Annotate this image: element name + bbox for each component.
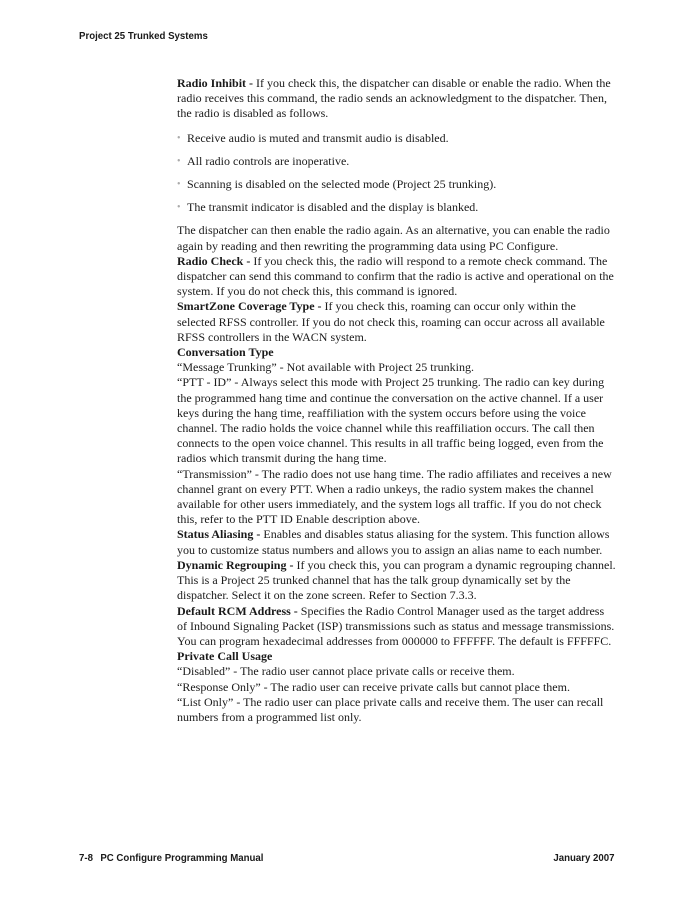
default-rcm-text: Specifies the Radio Control Manager used as the target address of Inbound Signaling Packet (ISP) transmissions such as status and message transmissions. You can program hexadecimal addresses from 000000 to FFFFFF. The default is FFFFFC.: [177, 603, 615, 648]
default-rcm-term: Default RCM Address -: [177, 603, 301, 618]
bullet-item: • Scanning is disabled on the selected mode (Project 25 trunking).: [177, 177, 497, 192]
radio-inhibit-term: Radio Inhibit -: [177, 76, 257, 90]
radio-inhibit-followup: The dispatcher can then enable the radio again. As an alternative, you can enable the radio again by reading and then rewriting the programming data using PC Configure.: [177, 223, 610, 253]
bullet-icon: •: [177, 132, 181, 144]
status-aliasing-paragraph: [177, 527, 617, 557]
private-call-heading: Private Call Usage: [177, 649, 273, 664]
bullet-icon: •: [177, 155, 181, 167]
smartzone-paragraph: [177, 299, 617, 345]
status-aliasing-term: Status Aliasing -: [177, 527, 264, 542]
private-call-option: “Disabled” - The radio user cannot place private calls or receive them.: [177, 664, 515, 679]
default-rcm-paragraph: [177, 604, 617, 650]
bullet-icon: •: [177, 179, 181, 191]
bullet-item: • The transmit indicator is disabled and the display is blanked.: [177, 200, 479, 215]
conversation-type-option: “PTT - ID” - Always select this mode with Project 25 trunking. The radio can key during the programmed hang time and continue the conversation on the active channel. If a user keys during the hang time, reaffiliation with the system occurs before using the voice channel. The radio holds the voice channel while this reaffiliation occurs. The call then connects to the open voice channel. This results in all traffic being logged, even from the radios which transmit during the hang time.: [177, 375, 605, 466]
running-header: Project 25 Trunked Systems: [79, 30, 208, 42]
radio-inhibit-bullet-list: [177, 131, 617, 216]
bullet-icon: •: [177, 202, 181, 214]
radio-check-text: If you check this, the radio will respond to a remote check command. The dispatcher can send this command to confirm that the radio is active and operational on the system. If you do not check this, this command is ignored.: [177, 253, 614, 299]
conversation-type-heading: Conversation Type: [177, 345, 274, 360]
smartzone-text: If you check this, roaming can occur only within the selected RFSS controller. If you do not check this, roaming can occur across all available RFSS controllers in the WACN system.: [177, 299, 605, 344]
conversation-type-option: “Message Trunking” - Not available with Project 25 trunking.: [177, 360, 474, 375]
radio-check-term: Radio Check -: [177, 253, 254, 268]
status-aliasing-text: Enables and disables status aliasing for the system. This function allows you to customize status numbers and allows you to assign an alias name to each number.: [177, 527, 610, 557]
dynamic-regrouping-paragraph: [177, 558, 617, 604]
smartzone-term: SmartZone Coverage Type -: [177, 299, 325, 314]
page-body: [177, 76, 617, 725]
dynamic-regrouping-term: Dynamic Regrouping -: [177, 557, 297, 572]
bullet-item: • All radio controls are inoperative.: [177, 153, 350, 168]
private-call-option: “Response Only” - The radio user can receive private calls but cannot place them.: [177, 679, 570, 694]
radio-inhibit-text: If you check this, the dispatcher can disable or enable the radio. When the radio receives this command, the radio sends an acknowledgment to the dispatcher. Then, the radio is disabled as follows.: [177, 76, 611, 121]
dynamic-regrouping-text: If you check this, you can program a dynamic regrouping channel. This is a Project 25 trunked channel that has the talk group dynamically set by the dispatcher. Select it on the zone screen. Refer to Section 7.3.3.: [177, 557, 616, 603]
private-call-option: “List Only” - The radio user can place private calls and receive them. The user can recall numbers from a programmed list only.: [177, 694, 604, 724]
bullet-item: • Receive audio is muted and transmit audio is disabled.: [177, 130, 449, 145]
conversation-type-option: “Transmission” - The radio does not use hang time. The radio affiliates and receives a new channel grant on every PTT. When a radio unkeys, the radio system makes the channel available for other users immediately, and the system logs all traffic. If you do not check this, refer to the PTT ID Enable description above.: [177, 466, 612, 527]
manual-title: PC Configure Programming Manual: [100, 852, 264, 864]
radio-check-paragraph: [177, 254, 617, 300]
publication-date: January 2007: [553, 852, 615, 864]
radio-inhibit-paragraph: [177, 76, 617, 122]
page-number: 7-8: [79, 852, 93, 864]
